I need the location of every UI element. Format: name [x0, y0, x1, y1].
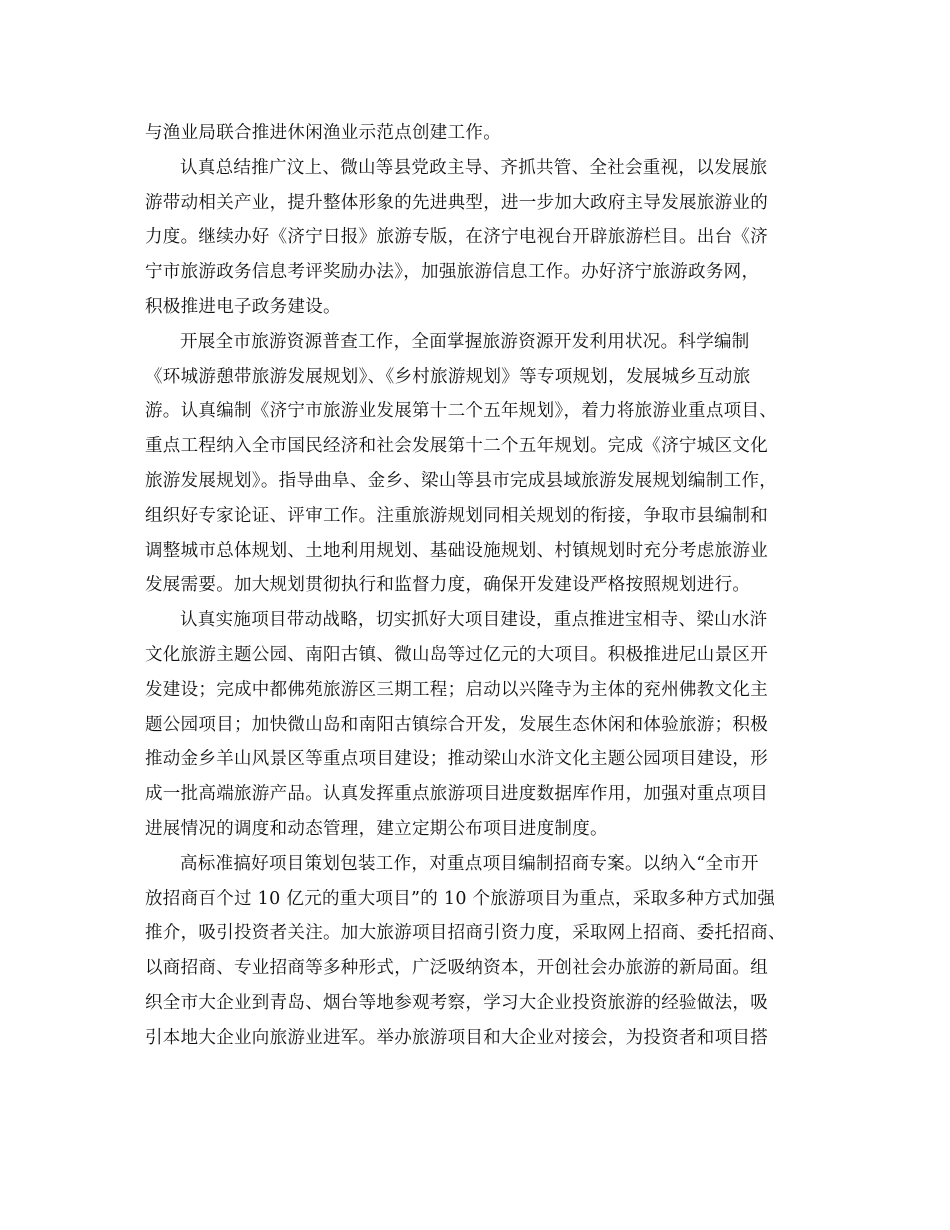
text-line: 文化旅游主题公园、南阳古镇、微山岛等过亿元的大项目。积极推进尼山景区开 [145, 644, 768, 665]
document-body [145, 116, 801, 1056]
text-line: 高标准搞好项目策划包装工作，对重点项目编制招商专案。以纳入“全市开 [180, 853, 759, 874]
text-line: 宁市旅游政务信息考评奖励办法》，加强旅游信息工作。办好济宁旅游政务网， [145, 262, 760, 283]
text-line: 引本地大企业向旅游业进军。举办旅游项目和大企业对接会，为投资者和项目搭 [145, 1027, 768, 1048]
paragraph [145, 325, 801, 603]
text-line: 成一批高端旅游产品。认真发挥重点旅游项目进度数据库作用，加强对重点项目 [145, 784, 768, 805]
paragraph [145, 603, 801, 847]
text-line: 与渔业局联合推进休闲渔业示范点创建工作。 [145, 123, 501, 143]
text-line: 织全市大企业到青岛、烟台等地参观考察，学习大企业投资旅游的经验做法，吸 [145, 992, 768, 1013]
text-line: 进展情况的调度和动态管理，建立定期公布项目进度制度。 [145, 818, 608, 839]
text-line: 力度。继续办好《济宁日报》旅游专版，在济宁电视台开辟旅游栏目。出台《济 [145, 227, 768, 248]
text-line: 认真实施项目带动战略，切实抓好大项目建设，重点推进宝相寺、梁山水浒 [180, 610, 768, 631]
paragraph [145, 847, 801, 1056]
text-line: 旅游发展规划》。指导曲阜、金乡、梁山等县市完成县域旅游发展规划编制工作， [145, 470, 778, 491]
text-line: 组织好专家论证、评审工作。注重旅游规划同相关规划的衔接，争取市县编制和 [145, 505, 768, 526]
text-line: 推介，吸引投资者关注。加大旅游项目招商引资力度，采取网上招商、委托招商、 [145, 923, 786, 944]
text-line: 开展全市旅游资源普查工作，全面掌握旅游资源开发利用状况。科学编制 [180, 331, 750, 352]
text-line: 调整城市总体规划、土地利用规划、基础设施规划、村镇规划时充分考虑旅游业 [145, 540, 768, 561]
text-line: 发建设；完成中都佛苑旅游区三期工程；启动以兴隆寺为主体的兖州佛教文化主 [145, 679, 768, 700]
text-line: 认真总结推广汶上、微山等县党政主导、齐抓共管、全社会重视，以发展旅 [180, 157, 768, 178]
text-line: 推动金乡羊山风景区等重点项目建设；推动梁山水浒文化主题公园项目建设，形 [145, 749, 768, 770]
text-line: 发展需要。加大规划贯彻执行和监督力度，确保开发建设严格按照规划进行。 [145, 575, 751, 596]
text-line: 以商招商、专业招商等多种形式，广泛吸纳资本，开创社会办旅游的新局面。组 [145, 958, 768, 979]
paragraph [145, 116, 801, 151]
text-line: 游带动相关产业，提升整体形象的先进典型，进一步加大政府主导发展旅游业的 [145, 192, 768, 213]
paragraph [145, 151, 801, 325]
text-line: 重点工程纳入全市国民经济和社会发展第十二个五年规划。完成《济宁城区文化 [145, 436, 768, 457]
text-line: 《环城游憩带旅游发展规划》、《乡村旅游规划》等专项规划，发展城乡互动旅 [145, 366, 751, 387]
text-line: 题公园项目；加快微山岛和南阳古镇综合开发，发展生态休闲和体验旅游；积极 [145, 714, 768, 735]
text-line: 积极推进电子政务建设。 [145, 296, 341, 317]
text-line: 放招商百个过 10 亿元的重大项目”的 10 个旅游项目为重点，采取多种方式加强 [145, 888, 776, 909]
text-line: 游。认真编制《济宁市旅游业发展第十二个五年规划》，着力将旅游业重点项目、 [145, 401, 778, 422]
